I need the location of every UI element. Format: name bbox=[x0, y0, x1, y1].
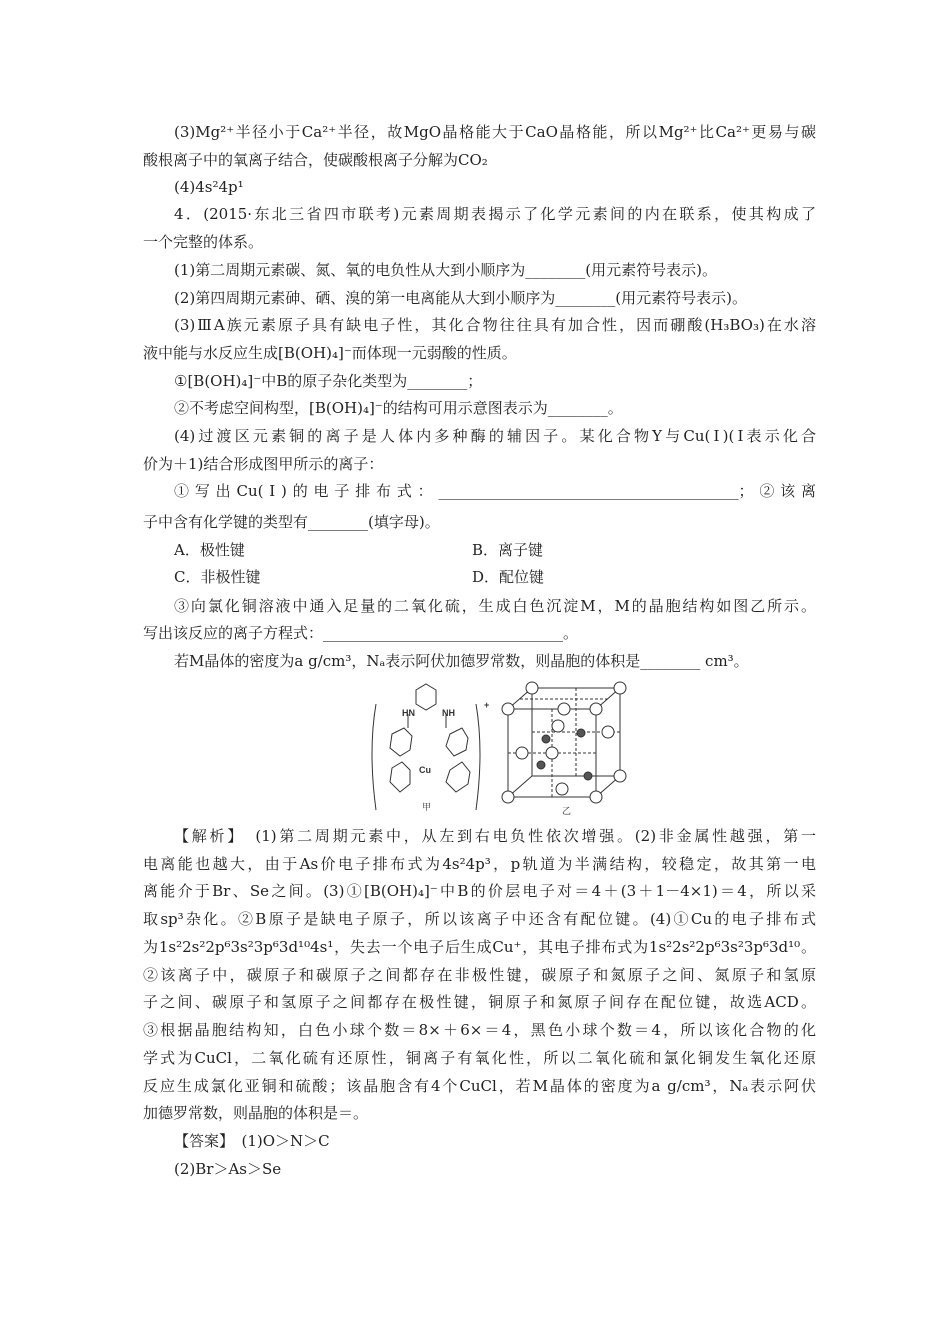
lines-line: 若M晶体的密度为a g/cm³，Nₐ表示阿伏加德罗常数，则晶胞的体积是________ cm³。 bbox=[174, 652, 749, 670]
lines-line: ①写出Cu(Ⅰ)的电子排布式：________________________________________；②该离 bbox=[174, 482, 816, 500]
lines-line: 液中能与水反应生成[B(OH)₄]⁻而体现一元弱酸的性质。 bbox=[143, 344, 517, 362]
analysis-line: 【解析】 (1)第二周期元素中，从左到右电负性依次增强。(2)非金属性越强，第一 bbox=[174, 827, 816, 845]
lines-line: (4)过渡区元素铜的离子是人体内多种酶的辅因子。某化合物Y与Cu(Ⅰ)(Ⅰ表示化合 bbox=[174, 427, 816, 445]
analysis-line: 离能介于Br、Se之间。(3)①[B(OH)₄]⁻中B的价层电子对＝4＋(3＋1－4×1)＝4，所以采 bbox=[143, 882, 816, 900]
lines-line: 子中含有化学键的类型有________(填字母)。 bbox=[143, 513, 440, 531]
analysis-line: 电离能也越大，由于As价电子排布式为4s²4p³，p轨道为半满结构，较稳定，故其第一电 bbox=[143, 855, 816, 873]
nh-label: NH bbox=[442, 708, 455, 718]
lines-line: (2)第四周期元素砷、硒、溴的第一电离能从大到小顺序为________(用元素符号表示)。 bbox=[174, 289, 747, 307]
option-d: D．配位键 bbox=[472, 568, 545, 586]
option-b: B．离子键 bbox=[472, 541, 544, 559]
lines-line: (4)4s²4p¹ bbox=[174, 178, 244, 196]
lines-line: 一个完整的体系。 bbox=[143, 233, 264, 251]
analysis-line: 取sp³杂化。②B原子是缺电子原子，所以该离子中还含有配位键。(4)①Cu的电子排布式 bbox=[143, 910, 816, 928]
analysis-line: 子之间、碳原子和氢原子之间都存在极性键，铜原子和氮原子间存在配位键，故选ACD。 bbox=[143, 993, 816, 1011]
lines-line: ②不考虑空间构型，[B(OH)₄]⁻的结构可用示意图表示为________。 bbox=[174, 399, 623, 417]
figure-complex-and-crystal-cell bbox=[362, 676, 632, 816]
lines-line: ③向氯化铜溶液中通入足量的二氧化硫，生成白色沉淀M，M的晶胞结构如图乙所示。 bbox=[174, 597, 816, 615]
analysis-line: (2)Br＞As＞Se bbox=[174, 1160, 282, 1178]
analysis-line: 反应生成氯化亚铜和硫酸；该晶胞含有4个CuCl，若M晶体的密度为a g/cm³，Nₐ表示阿伏 bbox=[143, 1077, 816, 1095]
analysis-line: 【答案】 (1)O＞N＞C bbox=[174, 1132, 330, 1150]
analysis-line: 学式为CuCl，二氧化硫有还原性，铜离子有氧化性，所以二氧化硫和氯化铜发生氧化还原 bbox=[143, 1049, 816, 1067]
lines-line: (1)第二周期元素碳、氮、氧的电负性从大到小顺序为________(用元素符号表示)。 bbox=[174, 261, 717, 279]
lines-line: (3)ⅢA族元素原子具有缺电子性，其化合物往往具有加合性，因而硼酸(H₃BO₃)在水溶 bbox=[174, 316, 816, 334]
lines-line: 4．(2015·东北三省四市联考)元素周期表揭示了化学元素间的内在联系，使其构成了 bbox=[174, 205, 816, 223]
lines-line: (3)Mg²⁺半径小于Ca²⁺半径，故MgO晶格能大于CaO晶格能，所以Mg²⁺比Ca²⁺更易与碳 bbox=[174, 123, 816, 141]
figure-b-label: 乙 bbox=[562, 806, 572, 816]
figure-a-complex-ion bbox=[372, 684, 489, 812]
option-a: A．极性键 bbox=[174, 541, 245, 559]
figure-a-label: 甲 bbox=[422, 802, 432, 812]
hn-label: HN bbox=[402, 708, 415, 718]
figure-b-crystal-cell bbox=[502, 682, 626, 816]
lines-line: ①[B(OH)₄]⁻中B的原子杂化类型为________； bbox=[174, 372, 483, 390]
option-c: C．非极性键 bbox=[174, 568, 261, 586]
analysis-line: 为1s²2s²2p⁶3s²3p⁶3d¹⁰4s¹，失去一个电子后生成Cu⁺，其电子排布式为1s²2s²2p⁶3s²3p⁶3d¹⁰。 bbox=[143, 938, 816, 956]
lines-line: 酸根离子中的氧离子结合，使碳酸根离子分解为CO₂ bbox=[143, 151, 488, 169]
analysis-line: ②该离子中，碳原子和碳原子之间都存在非极性键，碳原子和氮原子之间、氮原子和氢原 bbox=[143, 966, 816, 984]
lines-line: 写出该反应的离子方程式：________________________________。 bbox=[143, 624, 579, 642]
lines-line: 价为＋1)结合形成图甲所示的离子： bbox=[143, 455, 384, 473]
charge-label: + bbox=[484, 700, 490, 710]
analysis-line: 加德罗常数，则晶胞的体积是＝。 bbox=[143, 1104, 369, 1122]
cu-label: Cu bbox=[419, 765, 431, 775]
analysis-line: ③根据晶胞结构知，白色小球个数＝8×＋6×＝4，黑色小球个数＝4，所以该化合物的化 bbox=[143, 1021, 816, 1039]
